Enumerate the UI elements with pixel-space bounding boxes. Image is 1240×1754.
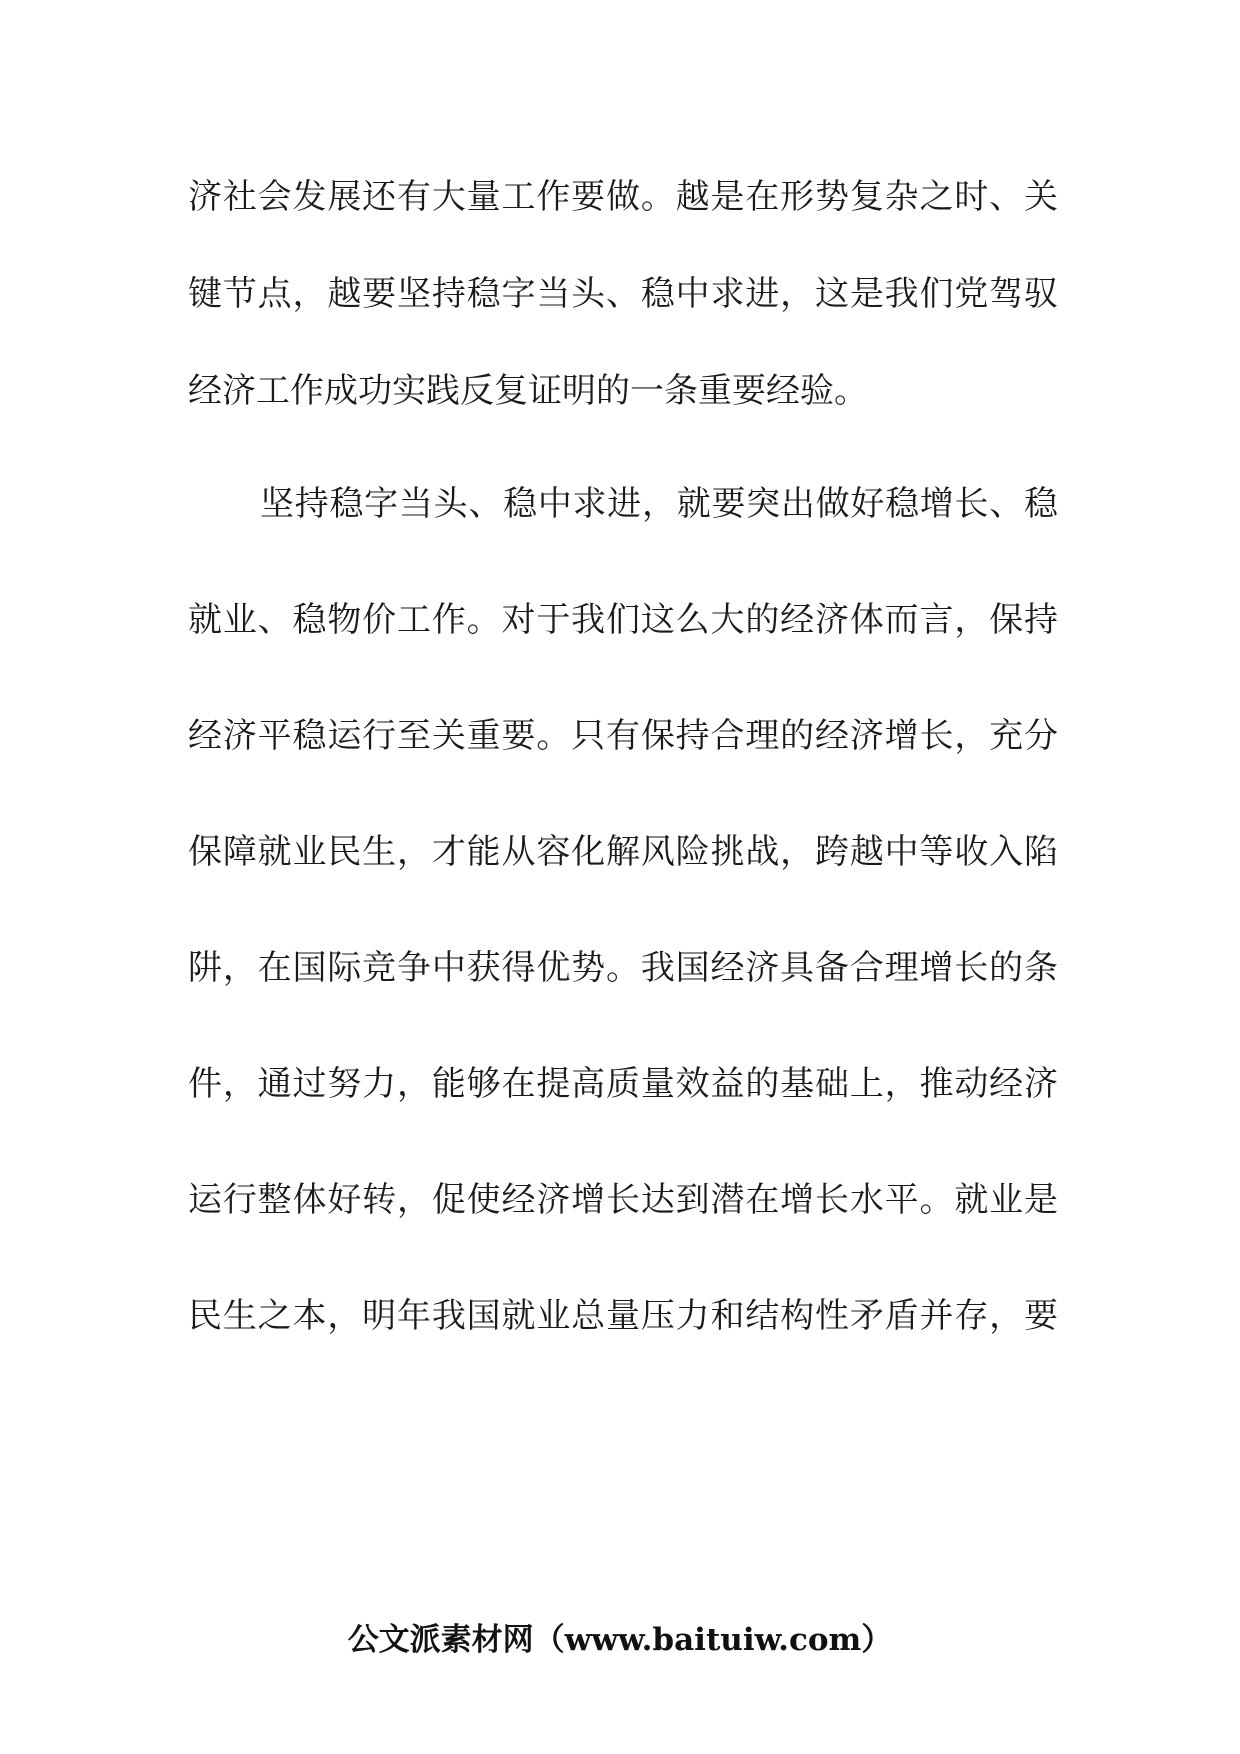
body-text-line-3: 经济工作成功实践反复证明的一条重要经验。 — [188, 371, 868, 411]
body-text-line-10: 运行整体好转，促使经济增长达到潜在增长水平。就业是 — [188, 1180, 1058, 1220]
paragraph-start-line: 坚持稳字当头、稳中求进，就要突出做好稳增长、稳 — [260, 484, 1058, 524]
body-text-line-1: 济社会发展还有大量工作要做。越是在形势复杂之时、关 — [188, 177, 1058, 217]
footer-source-text: 公文派素材网（www.baituiw.com） — [347, 1622, 893, 1658]
body-text-line-7: 保障就业民生，才能从容化解风险挑战，跨越中等收入陷 — [188, 832, 1058, 872]
body-text-line-8: 阱，在国际竞争中获得优势。我国经济具备合理增长的条 — [188, 948, 1058, 988]
body-text-line-2: 键节点，越要坚持稳字当头、稳中求进，这是我们党驾驭 — [188, 274, 1058, 314]
body-text-line-9: 件，通过努力，能够在提高质量效益的基础上，推动经济 — [188, 1064, 1058, 1104]
body-text-line-11: 民生之本，明年我国就业总量压力和结构性矛盾并存，要 — [188, 1296, 1058, 1336]
body-text-line-5: 就业、稳物价工作。对于我们这么大的经济体而言，保持 — [188, 600, 1058, 640]
body-text-line-6: 经济平稳运行至关重要。只有保持合理的经济增长，充分 — [188, 716, 1058, 756]
